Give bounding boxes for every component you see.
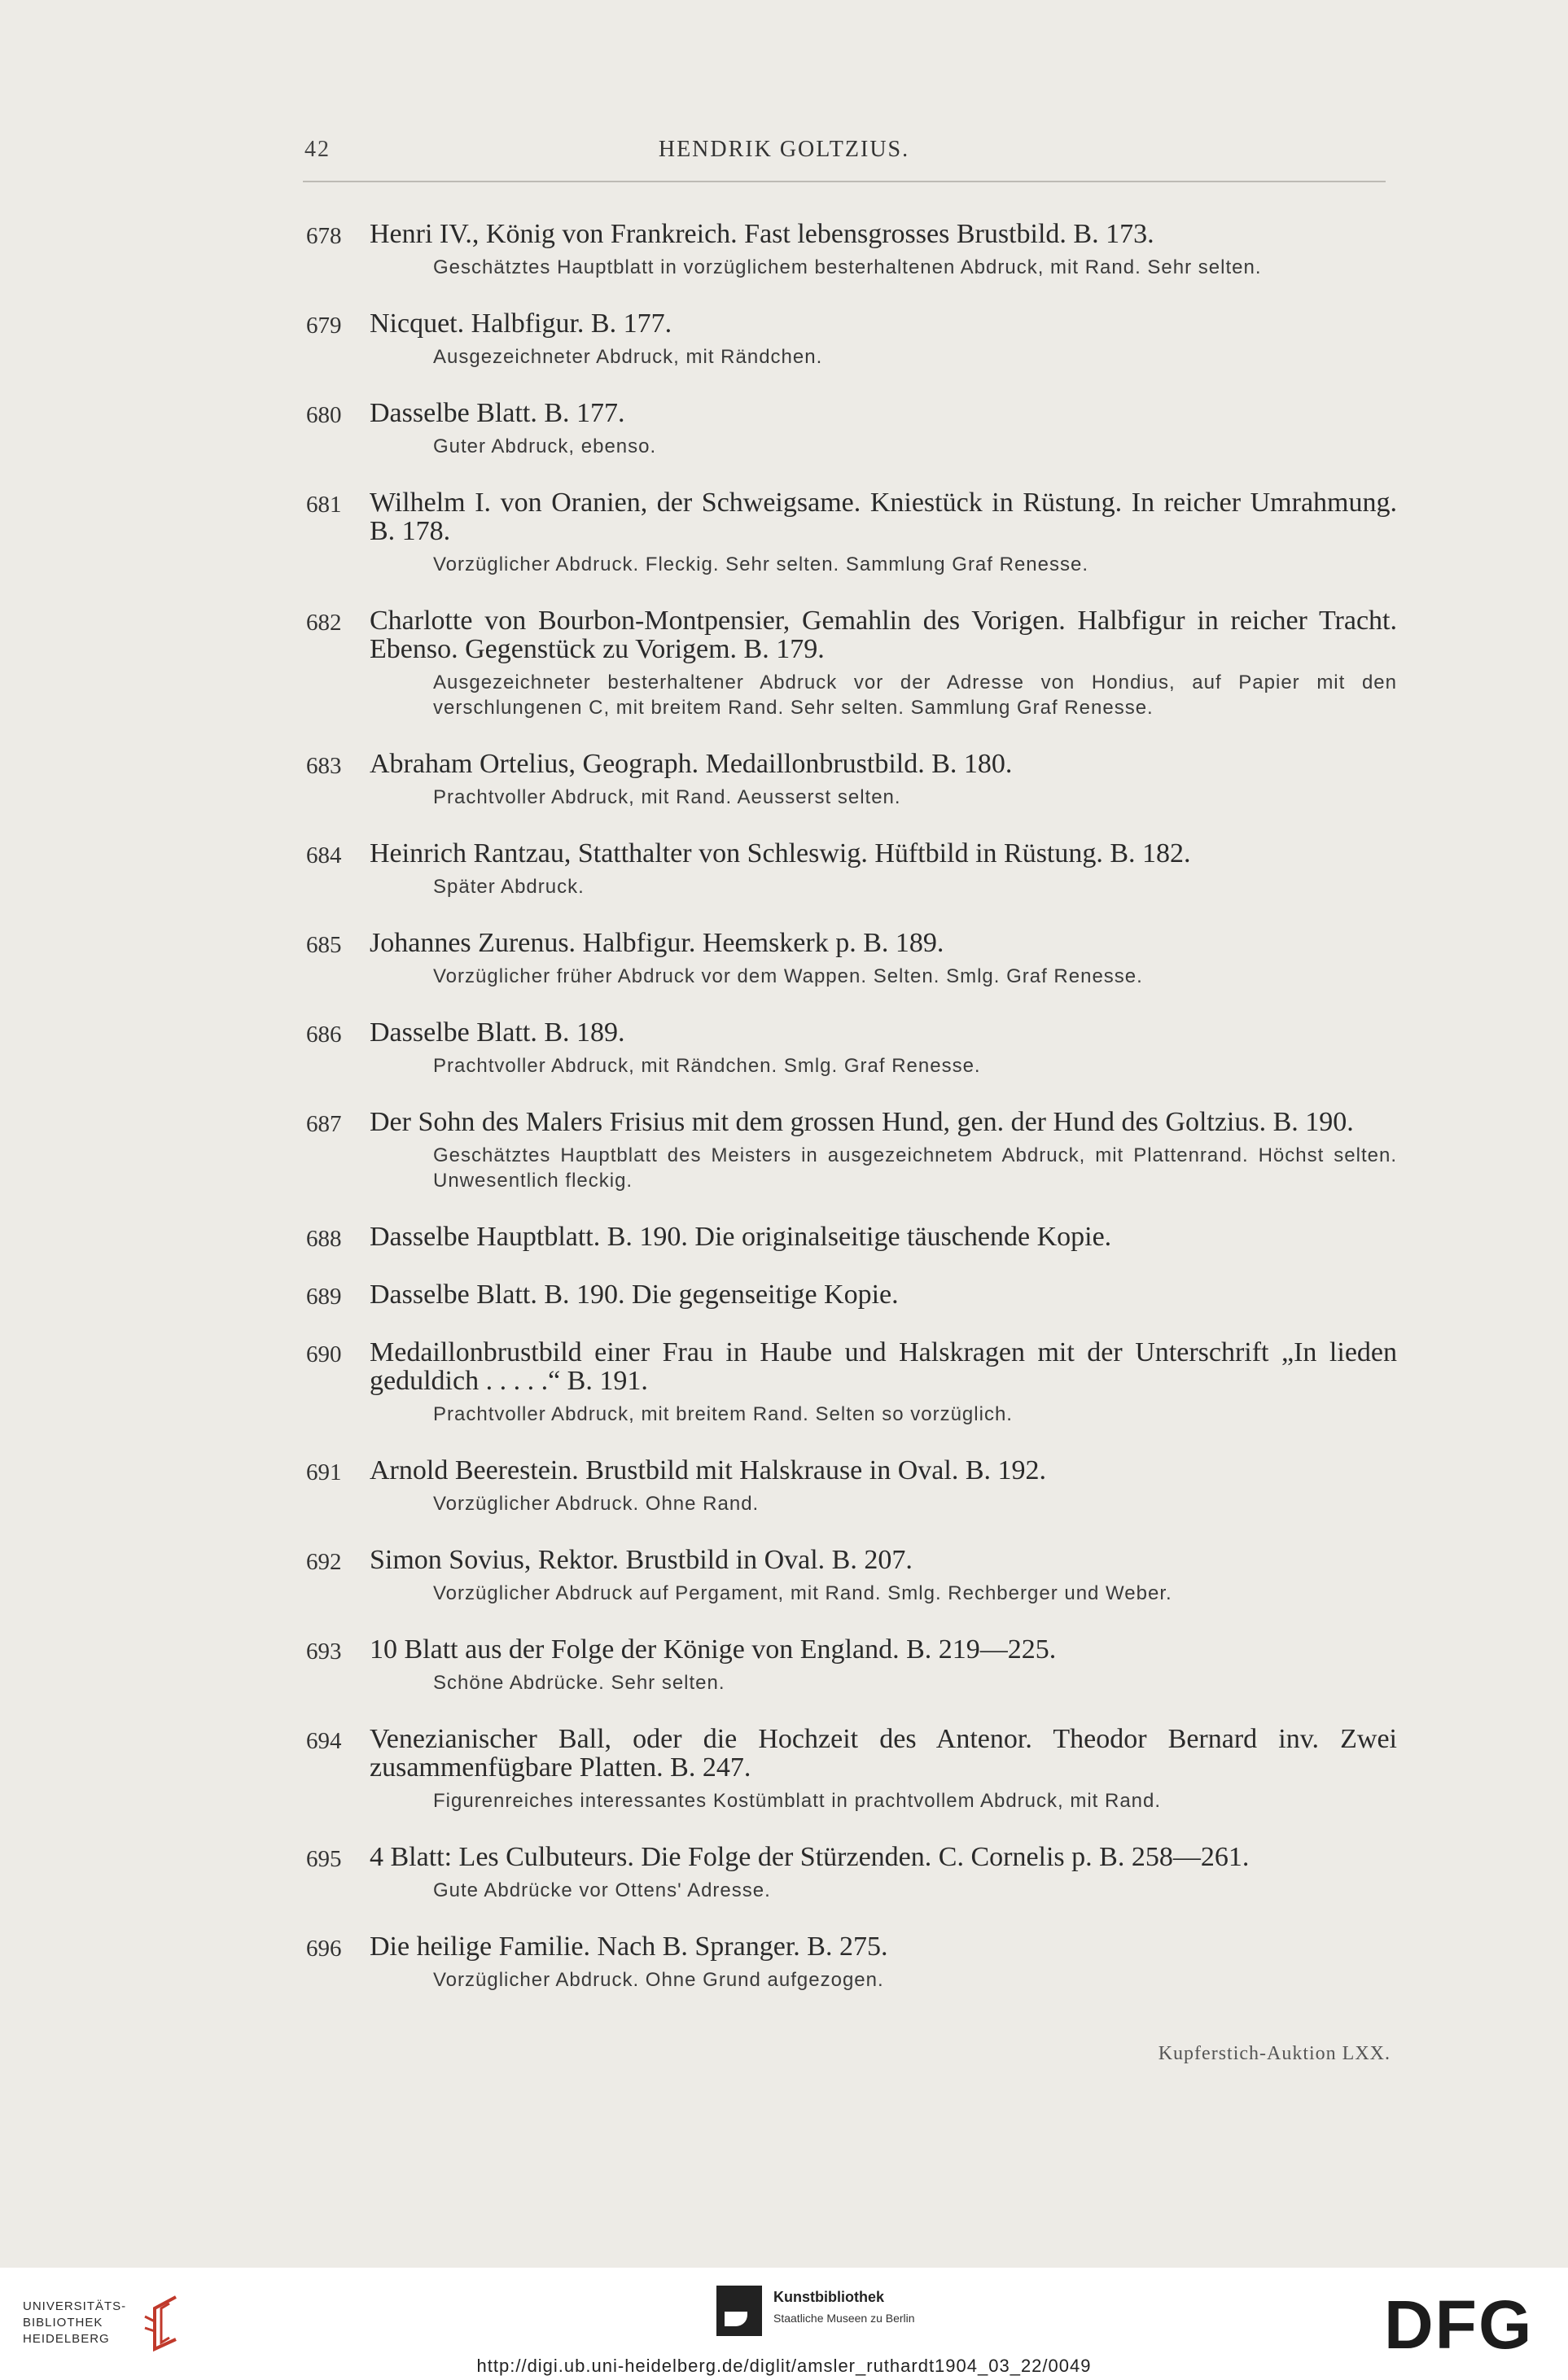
entry-number: 683 [306,753,342,779]
kunstbibliothek-mark-icon [716,2286,762,2336]
entry-number: 680 [306,402,342,428]
entry-note: Ausgezeichneter Abdruck, mit Rändchen. [433,346,823,368]
entry-title: Heinrich Rantzau, Statthalter von Schleswig. Hüftbild in Rüstung. B. 182. [370,838,1191,868]
entry-title: Arnold Beerestein. Brustbild mit Halskrause in Oval. B. 192. [370,1455,1046,1485]
catalog-entry [306,1223,1397,1251]
page-title: HENDRIK GOLTZIUS. [658,137,910,162]
entry-number: 681 [306,492,342,518]
catalog-series-signature: Kupferstich-Auktion LXX. [1158,2043,1391,2064]
catalog-entry [306,1635,1397,1695]
entry-title: Dasselbe Blatt. B. 189. [370,1017,625,1048]
entry-number: 678 [306,223,342,249]
catalog-entry [306,839,1397,899]
entry-note: Schöne Abdrücke. Sehr selten. [433,1672,725,1694]
dfg-logo[interactable]: DFG [1384,2286,1534,2363]
catalog-entry [306,1456,1397,1516]
catalog-entry [306,750,1397,810]
entry-note: Geschätztes Hauptblatt in vorzüglichem besterhaltenen Abdruck, mit Rand. Sehr selten. [433,256,1262,278]
entry-note: Vorzüglicher Abdruck auf Pergament, mit Rand. Smlg. Rechberger und Weber. [433,1582,1172,1604]
entry-title: Simon Sovius, Rektor. Brustbild in Oval. B. 207. [370,1545,913,1575]
entry-title: Dasselbe Hauptblatt. B. 190. Die originalseitige täuschende Kopie. [370,1222,1112,1252]
catalog-entry [306,1725,1397,1813]
entry-title: Dasselbe Blatt. B. 177. [370,398,625,428]
entry-title: Medaillonbrustbild einer Frau in Haube und Halskragen mit der Unterschrift „In lieden geduldich . . . . .“ B. 191. [370,1337,1397,1396]
entry-note: Prachtvoller Abdruck, mit Rändchen. Smlg. Graf Renesse. [433,1055,981,1077]
entry-note: Ausgezeichneter besterhaltener Abdruck vor der Adresse von Hondius, auf Papier mit den verschlungenen C, mit breitem Rand. Sehr selten. Sammlung Graf Renesse. [433,672,1397,719]
entry-note: Später Abdruck. [433,876,585,898]
entry-number: 682 [306,610,342,636]
entry-number: 679 [306,313,342,339]
entry-note: Figurenreiches interessantes Kostümblatt in prachtvollem Abdruck, mit Rand. [433,1790,1162,1812]
catalog-entry [306,488,1397,577]
catalog-entry [306,1338,1397,1427]
entry-title: Dasselbe Blatt. B. 190. Die gegenseitige Kopie. [370,1280,899,1310]
catalog-entry [306,1108,1397,1193]
university-logo-mark-icon [137,2292,186,2357]
entry-number: 688 [306,1226,342,1252]
entry-note: Vorzüglicher Abdruck. Fleckig. Sehr selten. Sammlung Graf Renesse. [433,553,1089,575]
source-url[interactable]: http://digi.ub.uni-heidelberg.de/diglit/amsler_ruthardt1904_03_22/0049 [476,2356,1092,2376]
entry-number: 686 [306,1022,342,1048]
catalog-entry [306,220,1397,280]
entry-note: Geschätztes Hauptblatt des Meisters in ausgezeichnetem Abdruck, mit Plattenrand. Höchst selten. Unwesentlich fleckig. [433,1144,1397,1192]
university-library-logo-text: UNIVERSITÄTS- BIBLIOTHEK HEIDELBERG [23,2299,127,2346]
catalog-entry [306,1932,1397,1993]
entry-number: 691 [306,1459,342,1485]
entry-number: 693 [306,1638,342,1665]
kunstbibliothek-subtitle: Staatliche Museen zu Berlin [773,2312,915,2325]
entry-note: Guter Abdruck, ebenso. [433,435,657,457]
header-rule [303,181,1386,182]
entry-title: Wilhelm I. von Oranien, der Schweigsame. Kniestück in Rüstung. In reicher Umrahmung. B. 178. [370,488,1397,546]
entry-title: Charlotte von Bourbon-Montpensier, Gemahlin des Vorigen. Halbfigur in reicher Tracht. Ebenso. Gegenstück zu Vorigem. B. 179. [370,606,1397,664]
page-number: 42 [304,137,331,162]
catalog-entry [306,929,1397,989]
kunstbibliothek-logo[interactable] [716,2286,920,2343]
kunstbibliothek-name: Kunstbibliothek [773,2289,884,2305]
entry-number: 687 [306,1111,342,1137]
entry-number: 689 [306,1284,342,1310]
entry-number: 695 [306,1846,342,1872]
entry-title: Abraham Ortelius, Geograph. Medaillonbrustbild. B. 180. [370,749,1013,779]
catalog-entry [306,309,1397,370]
entry-title: Nicquet. Halbfigur. B. 177. [370,308,672,339]
viewer-footer [0,2268,1568,2380]
catalog-entry [306,399,1397,459]
entry-note: Gute Abdrücke vor Ottens' Adresse. [433,1879,771,1901]
catalog-entry [306,1546,1397,1606]
entry-title: Henri IV., König von Frankreich. Fast lebensgrosses Brustbild. B. 173. [370,219,1154,249]
catalog-list [306,220,1397,2022]
entry-note: Vorzüglicher Abdruck. Ohne Rand. [433,1493,760,1515]
entry-title: 10 Blatt aus der Folge der Könige von England. B. 219—225. [370,1634,1057,1665]
catalog-entry [306,1280,1397,1309]
entry-number: 696 [306,1936,342,1962]
entry-note: Prachtvoller Abdruck, mit Rand. Aeusserst selten. [433,786,901,808]
catalog-entry [306,1843,1397,1903]
entry-title: 4 Blatt: Les Culbuteurs. Die Folge der Stürzenden. C. Cornelis p. B. 258—261. [370,1842,1250,1872]
entry-title: Der Sohn des Malers Frisius mit dem grossen Hund, gen. der Hund des Goltzius. B. 190. [370,1107,1354,1137]
entry-note: Vorzüglicher Abdruck. Ohne Grund aufgezogen. [433,1969,884,1991]
entry-title: Johannes Zurenus. Halbfigur. Heemskerk p. B. 189. [370,928,944,958]
entry-title: Venezianischer Ball, oder die Hochzeit des Antenor. Theodor Bernard inv. Zwei zusammenfügbare Platten. B. 247. [370,1724,1397,1783]
entry-number: 694 [306,1728,342,1754]
entry-number: 692 [306,1549,342,1575]
running-head [0,137,1568,169]
entry-number: 684 [306,842,342,868]
entry-title: Die heilige Familie. Nach B. Spranger. B. 275. [370,1932,888,1962]
catalog-entry [306,1018,1397,1078]
entry-note: Vorzüglicher früher Abdruck vor dem Wappen. Selten. Smlg. Graf Renesse. [433,965,1143,987]
university-library-logo[interactable] [23,2292,194,2357]
entry-number: 690 [306,1341,342,1367]
catalog-entry [306,606,1397,720]
entry-number: 685 [306,932,342,958]
entry-note: Prachtvoller Abdruck, mit breitem Rand. Selten so vorzüglich. [433,1403,1013,1425]
